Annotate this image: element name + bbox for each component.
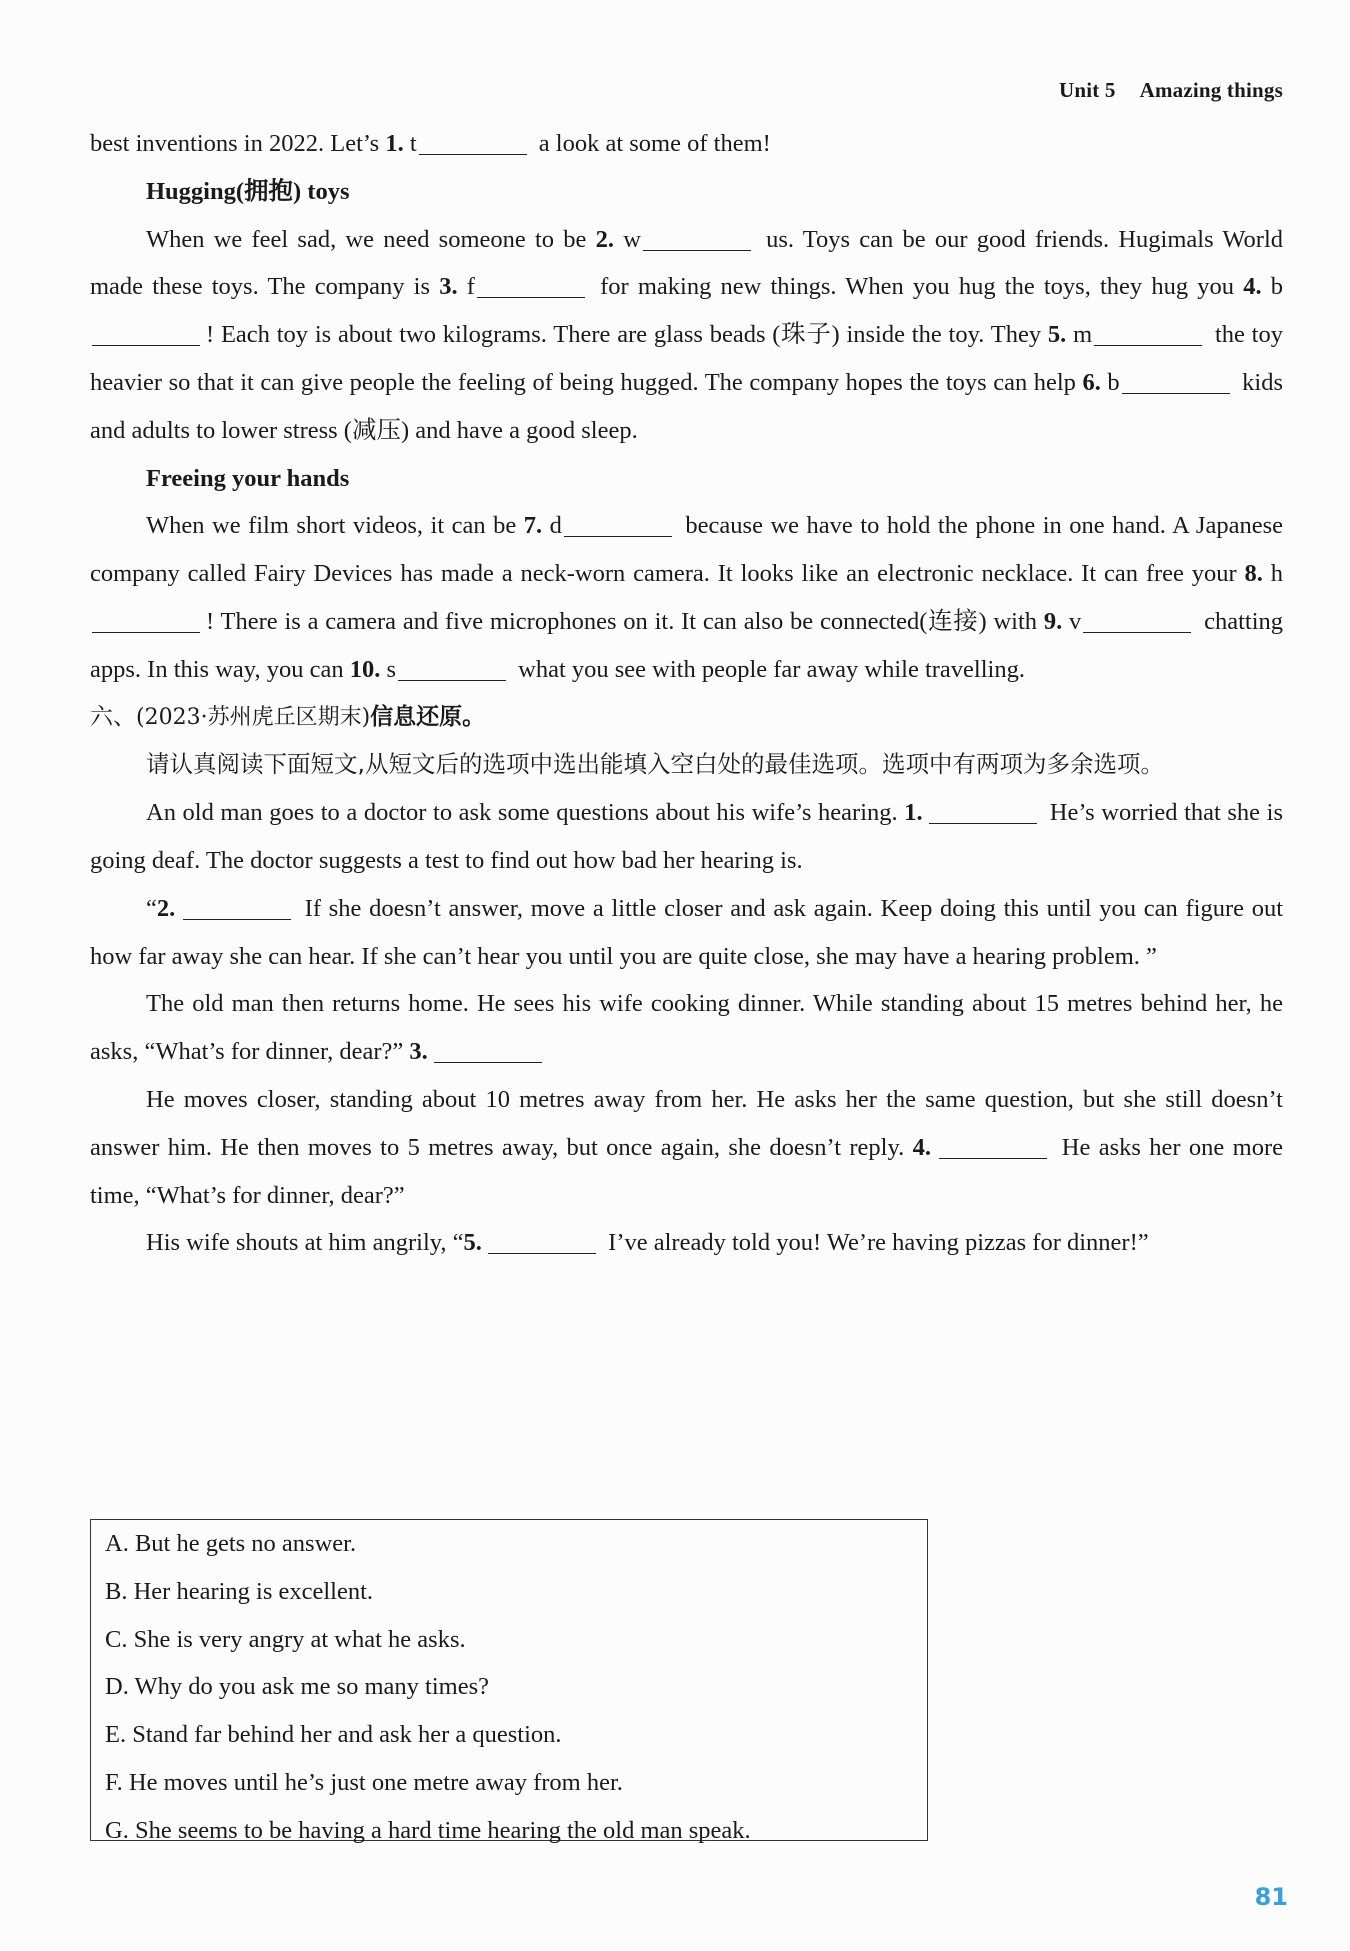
text: The old man then returns home. He sees his wife cooking dinner. While standing about 15 metres behind her, he asks, “What’s for dinner, dear?” [90, 990, 1283, 1066]
text: the toy heavier so that it can give people the feeling of being hugged. The company hopes the toys can help [90, 321, 1283, 396]
heading-hugging-toys: Hugging(拥抱) toys [146, 177, 350, 205]
option-b: B. Her hearing is excellent. [105, 1577, 374, 1605]
blank-hint-letter: d [542, 512, 562, 540]
blank-hint-letter: f [457, 273, 475, 301]
blank-number: 1. [385, 130, 404, 157]
blank-number: 7. [523, 512, 543, 540]
passage5-intro [90, 120, 1283, 168]
blank-hint-letter: t [403, 130, 417, 157]
paragraph-hugging-toys [90, 216, 1283, 455]
story-paragraph-1 [90, 789, 1283, 885]
story-paragraph-3 [90, 980, 1283, 1076]
blank-number: 5. [1047, 321, 1067, 349]
blank-hint-letter: w [613, 225, 641, 253]
blank-4[interactable] [92, 319, 200, 346]
section-six-title [90, 694, 1283, 742]
blank-10[interactable] [398, 654, 506, 681]
text: His wife shouts at him angrily, “ [146, 1229, 464, 1257]
unit-label: Unit 5 [1058, 78, 1116, 102]
story-paragraph-5 [90, 1219, 1283, 1267]
section-six-instruction: 请认真阅读下面短文,从短文后的选项中选出能填入空白处的最佳选项。选项中有两项为多余选项。 [146, 750, 1164, 779]
blank-hint-letter: b [1100, 368, 1120, 396]
text: best inventions in 2022. Let’s [90, 130, 386, 157]
story-paragraph-2 [90, 885, 1283, 981]
blank-9[interactable] [1083, 606, 1191, 633]
option-e: E. Stand far behind her and ask her a question. [105, 1721, 562, 1749]
section-number: 六、 [90, 703, 136, 730]
heading-freeing-hands: Freeing your hands [146, 464, 350, 492]
text: kids and adults to lower stress (减压) and have a good sleep. [90, 368, 1283, 444]
text: When we film short videos, it can be [146, 512, 524, 540]
blank-number: 6. [1082, 368, 1101, 396]
blank-7[interactable] [564, 510, 672, 537]
blank-number: 2. [595, 225, 614, 253]
page-header [1059, 78, 1283, 103]
paragraph-freeing-hands [90, 502, 1283, 693]
text: what you see with people far away while travelling. [512, 655, 1025, 683]
option-a: A. But he gets no answer. [105, 1530, 357, 1557]
blank-number: 4. [1243, 273, 1262, 301]
blank-8[interactable] [92, 606, 200, 633]
blank-number: 8. [1244, 560, 1263, 588]
text: He’s worried that she is going deaf. The doctor suggests a test to find out how bad her hearing is. [90, 799, 1283, 874]
blank-number: 2. [156, 894, 176, 922]
answer-blank-5[interactable] [488, 1227, 596, 1254]
text: for making new things. When you hug the toys, they hug you [590, 273, 1244, 301]
options-box [90, 1519, 928, 1844]
blank-hint-letter: v [1062, 607, 1082, 635]
blank-number: 3. [439, 273, 458, 301]
unit-title: Amazing things [1139, 78, 1283, 102]
answer-blank-1[interactable] [929, 797, 1037, 824]
blank-1[interactable] [419, 128, 527, 155]
text: us. Toys can be our good friends. Hugimals World made these toys. The company is [90, 225, 1284, 301]
option-f: F. He moves until he’s just one metre away from her. [105, 1768, 623, 1796]
story-paragraph-4 [90, 1076, 1283, 1219]
blank-2[interactable] [643, 224, 751, 251]
blank-5[interactable] [1094, 319, 1202, 346]
page-number: 81 [1254, 1883, 1288, 1911]
text: An old man goes to a doctor to ask some questions about his wife’s hearing. [146, 799, 905, 827]
blank-hint-letter: b [1261, 273, 1284, 301]
blank-hint-letter: m [1066, 321, 1093, 349]
text: a look at some of them! [532, 130, 771, 157]
option-d: D. Why do you ask me so many times? [105, 1673, 490, 1701]
option-c: C. She is very angry at what he asks. [105, 1625, 466, 1653]
answer-blank-2[interactable] [183, 893, 291, 920]
blank-number: 1. [904, 799, 923, 827]
main-content [90, 120, 1283, 1267]
text: ! There is a camera and five microphones on it. It can also be connected(连接) with [206, 607, 1044, 635]
text: He moves closer, standing about 10 metres away from her. He asks her the same question, but she still doesn’t answer him. He then moves to 5 metres away, but once again, she doesn’t reply. [90, 1085, 1283, 1161]
blank-number: 9. [1043, 607, 1063, 635]
blank-number: 10. [349, 655, 381, 683]
answer-blank-4[interactable] [939, 1132, 1047, 1159]
text: ! Each toy is about two kilograms. There are glass beads (珠子) inside the toy. They [206, 321, 1048, 349]
blank-number: 5. [463, 1229, 482, 1257]
section-name: 信息还原。 [370, 703, 486, 730]
text: When we feel sad, we need someone to be [146, 225, 596, 253]
text: He asks her one more time, “What’s for dinner, dear?” [90, 1133, 1283, 1209]
blank-6[interactable] [1122, 367, 1230, 394]
text: because we have to hold the phone in one hand. A Japanese company called Fairy Devices has made a neck-worn camera. It looks like an electronic necklace. It can free your [90, 512, 1283, 588]
blank-3[interactable] [477, 271, 585, 298]
blank-number: 4. [912, 1133, 932, 1161]
blank-hint-letter: s [380, 655, 396, 683]
text: chatting apps. In this way, you can [90, 607, 1283, 683]
text: “ [146, 894, 157, 922]
text: I’ve already told you! We’re having pizzas for dinner!” [602, 1229, 1149, 1257]
blank-number: 3. [409, 1038, 428, 1066]
answer-blank-3[interactable] [434, 1036, 542, 1063]
text: If she doesn’t answer, move a little closer and ask again. Keep doing this until you can figure out how far away she can hear. If she can’t hear you until you are quite close, she may have a hearing problem. ” [90, 894, 1284, 970]
blank-hint-letter: h [1262, 560, 1284, 588]
option-g: G. She seems to be having a hard time hearing the old man speak. [105, 1816, 751, 1844]
section-source: (2023·苏州虎丘区期末) [136, 704, 371, 730]
